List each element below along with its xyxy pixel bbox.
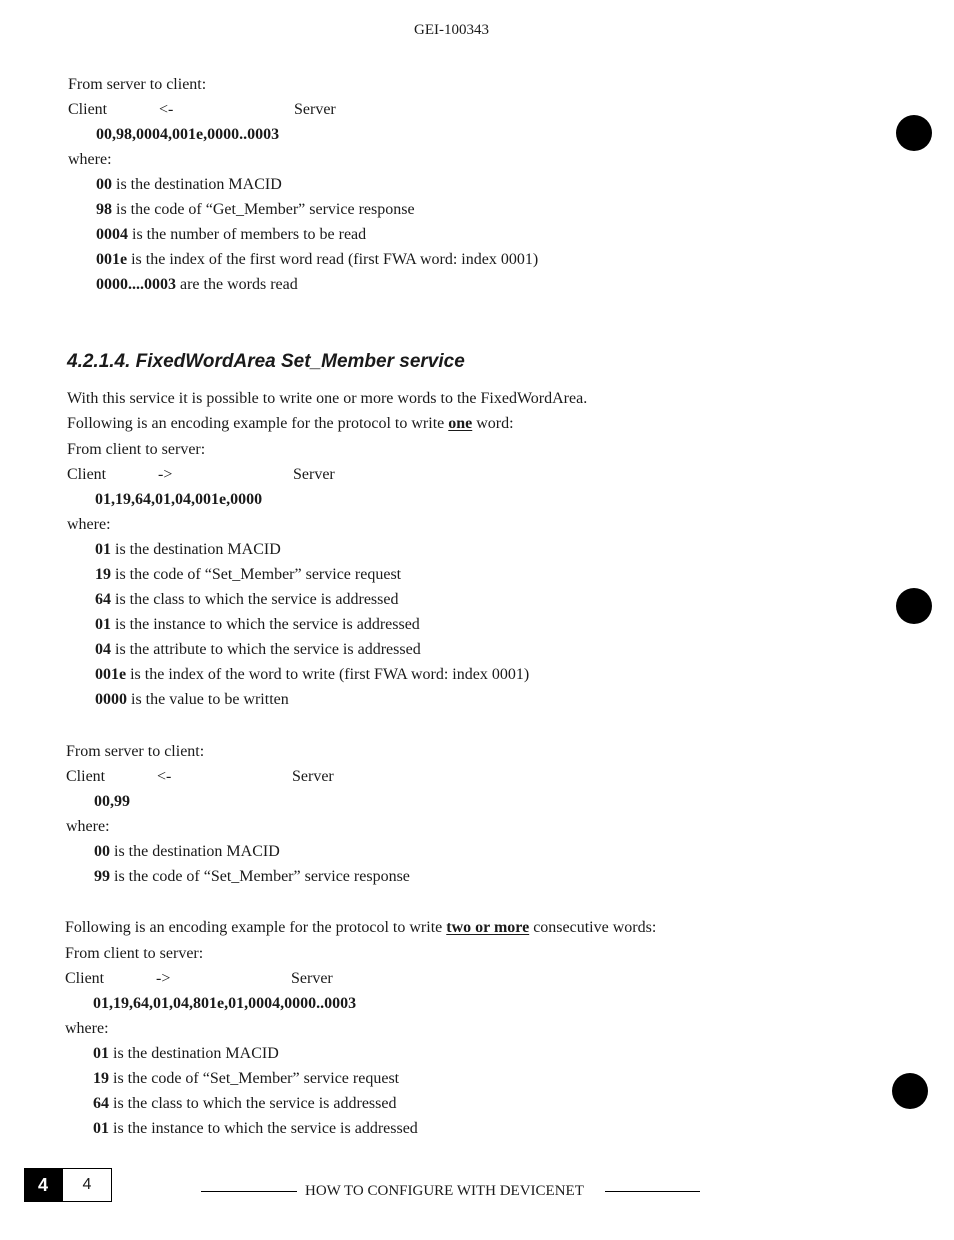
client-label: Client (67, 466, 107, 483)
message-code: 00,99 (94, 793, 130, 810)
definition-item: 01 is the instance to which the service is addressed (95, 616, 420, 633)
message-code: 00,98,0004,001e,0000..0003 (96, 126, 280, 143)
page-number: 4 (62, 1168, 112, 1202)
client-label: Client (65, 970, 105, 987)
server-label: Server (294, 101, 336, 118)
definition-item: 001e is the index of the word to write (first FWA word: index 0001) (95, 666, 530, 683)
from-label: From client to server: (67, 441, 206, 458)
definition-item: 01 is the destination MACID (95, 541, 281, 558)
definition-item: 001e is the index of the first word read (first FWA word: index 0001) (96, 251, 539, 268)
punch-hole-mark (896, 115, 932, 151)
direction-arrow: <- (159, 101, 174, 118)
section-intro: With this service it is possible to write one or more words to the FixedWordArea. (67, 390, 588, 407)
footer-rule-right (605, 1191, 700, 1192)
server-label: Server (292, 768, 334, 785)
definition-item: 19 is the code of “Set_Member” service request (93, 1070, 400, 1087)
definition-item: 19 is the code of “Set_Member” service request (95, 566, 402, 583)
definition-item: 00 is the destination MACID (96, 176, 282, 193)
where-label: where: (68, 151, 112, 168)
definition-item: 99 is the code of “Set_Member” service response (94, 868, 410, 885)
definition-item: 04 is the attribute to which the service is addressed (95, 641, 421, 658)
direction-arrow: <- (157, 768, 172, 785)
definition-item: 98 is the code of “Get_Member” service response (96, 201, 415, 218)
server-label: Server (293, 466, 335, 483)
punch-hole-mark (892, 1073, 928, 1109)
definition-item: 01 is the instance to which the service is addressed (93, 1120, 418, 1137)
chapter-tab: 4 (24, 1168, 62, 1202)
where-label: where: (66, 818, 110, 835)
from-label: From server to client: (66, 743, 205, 760)
definition-item: 64 is the class to which the service is addressed (93, 1095, 397, 1112)
definition-item: 0000 is the value to be written (95, 691, 289, 708)
direction-arrow: -> (158, 466, 173, 483)
client-label: Client (68, 101, 108, 118)
definition-item: 64 is the class to which the service is addressed (95, 591, 399, 608)
definition-item: 00 is the destination MACID (94, 843, 280, 860)
definition-item: 01 is the destination MACID (93, 1045, 279, 1062)
footer-title: HOW TO CONFIGURE WITH DEVICENET (305, 1183, 584, 1199)
from-label: From client to server: (65, 945, 204, 962)
document-id: GEI-100343 (414, 22, 489, 38)
server-label: Server (291, 970, 333, 987)
message-code: 01,19,64,01,04,001e,0000 (95, 491, 263, 508)
where-label: where: (65, 1020, 109, 1037)
section-intro-example: Following is an encoding example for the protocol to write one word: (67, 415, 514, 432)
section-title: 4.2.1.4. FixedWordArea Set_Member service (67, 351, 465, 372)
direction-arrow: -> (156, 970, 171, 987)
where-label: where: (67, 516, 111, 533)
definition-item: 0004 is the number of members to be read (96, 226, 367, 243)
punch-hole-mark (896, 588, 932, 624)
message-code: 01,19,64,01,04,801e,01,0004,0000..0003 (93, 995, 357, 1012)
client-label: Client (66, 768, 106, 785)
from-label: From server to client: (68, 76, 207, 93)
multi-word-intro: Following is an encoding example for the protocol to write two or more consecutive words: (65, 919, 657, 936)
footer-rule-left (201, 1191, 297, 1192)
definition-item: 0000....0003 are the words read (96, 276, 298, 293)
